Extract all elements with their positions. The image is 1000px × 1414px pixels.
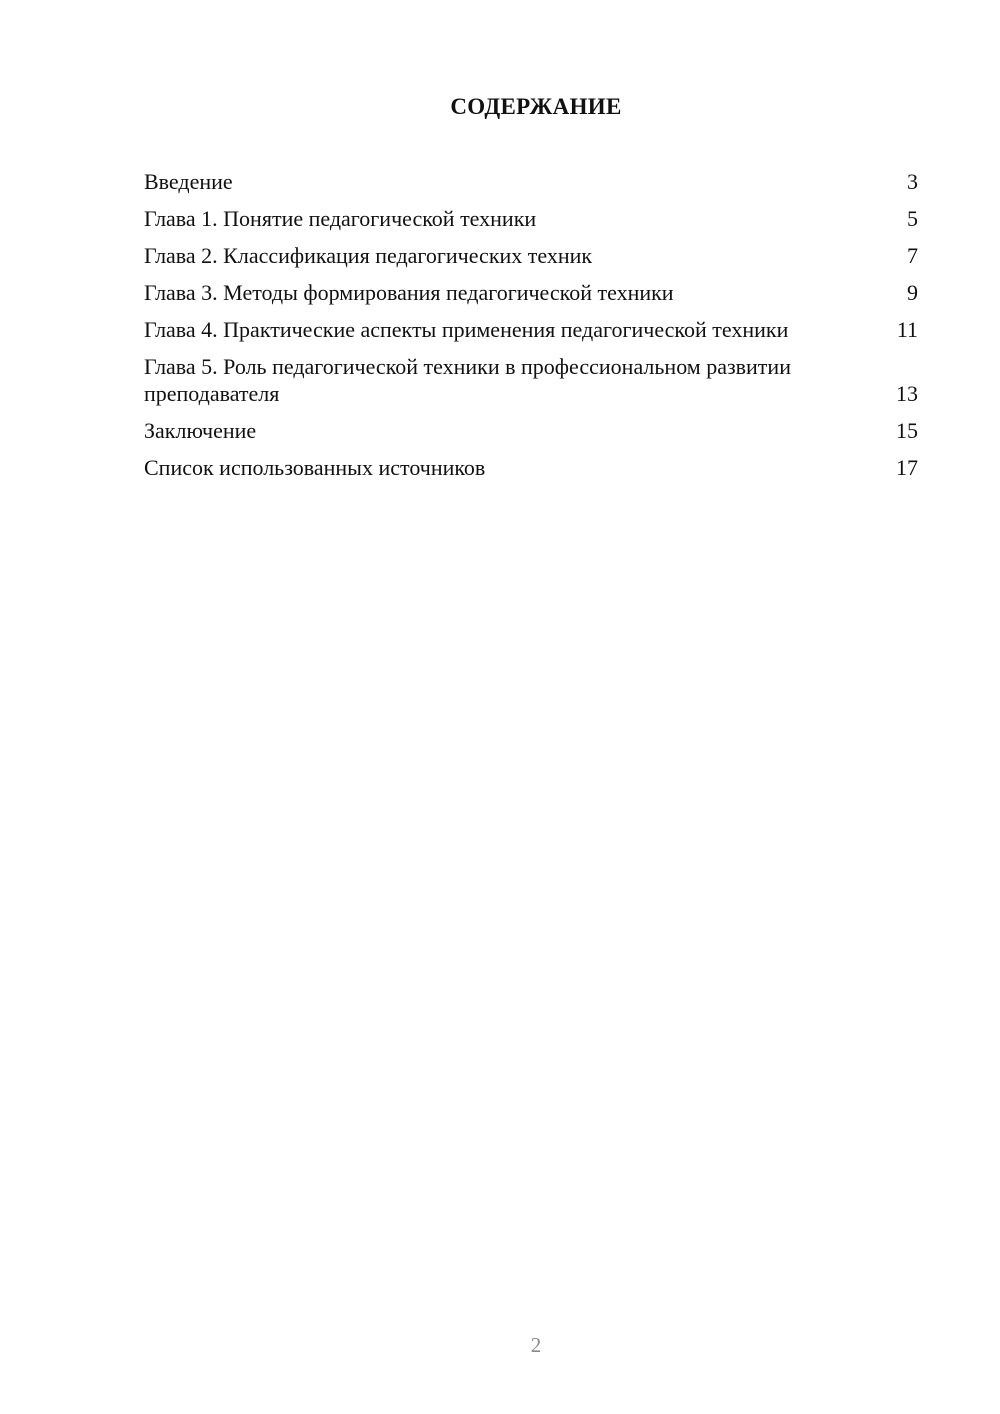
toc-entry-page: 11	[896, 317, 918, 342]
toc-entry-page: 9	[907, 280, 918, 305]
toc-entry-page: 17	[896, 455, 918, 480]
toc-entry-conclusion	[144, 417, 918, 444]
toc-entry-chapter-1	[144, 205, 918, 232]
toc-entry-text: Глава 1. Понятие педагогической техники	[144, 206, 537, 231]
toc-entry-page: 5	[907, 206, 918, 231]
toc-entry-page: 15	[896, 418, 918, 443]
toc-entry-text: Глава 5. Роль педагогической техники в профессиональном развитии преподавателя	[144, 354, 791, 406]
page-number: 2	[530, 1333, 542, 1357]
toc-entry-page: 3	[907, 169, 918, 194]
toc-entry-chapter-4	[144, 316, 918, 343]
toc-entry-chapter-2	[144, 242, 918, 269]
toc-entry-text: Список использованных источников	[144, 455, 486, 480]
toc-entry-introduction	[144, 168, 918, 195]
page-title: СОДЕРЖАНИЕ	[450, 94, 622, 119]
toc-entry-text: Заключение	[144, 418, 257, 443]
toc-entry-page: 13	[896, 381, 918, 406]
toc-entry-references	[144, 454, 918, 481]
toc-entry-page: 7	[907, 243, 918, 268]
table-of-contents	[144, 168, 918, 491]
toc-entry-text: Введение	[144, 169, 233, 194]
toc-entry-text: Глава 4. Практические аспекты применения педагогической техники	[144, 317, 789, 342]
toc-entry-chapter-5	[144, 353, 918, 407]
toc-entry-text: Глава 3. Методы формирования педагогической техники	[144, 280, 674, 305]
toc-entry-text: Глава 2. Классификация педагогических техник	[144, 243, 593, 268]
toc-entry-chapter-3	[144, 279, 918, 306]
